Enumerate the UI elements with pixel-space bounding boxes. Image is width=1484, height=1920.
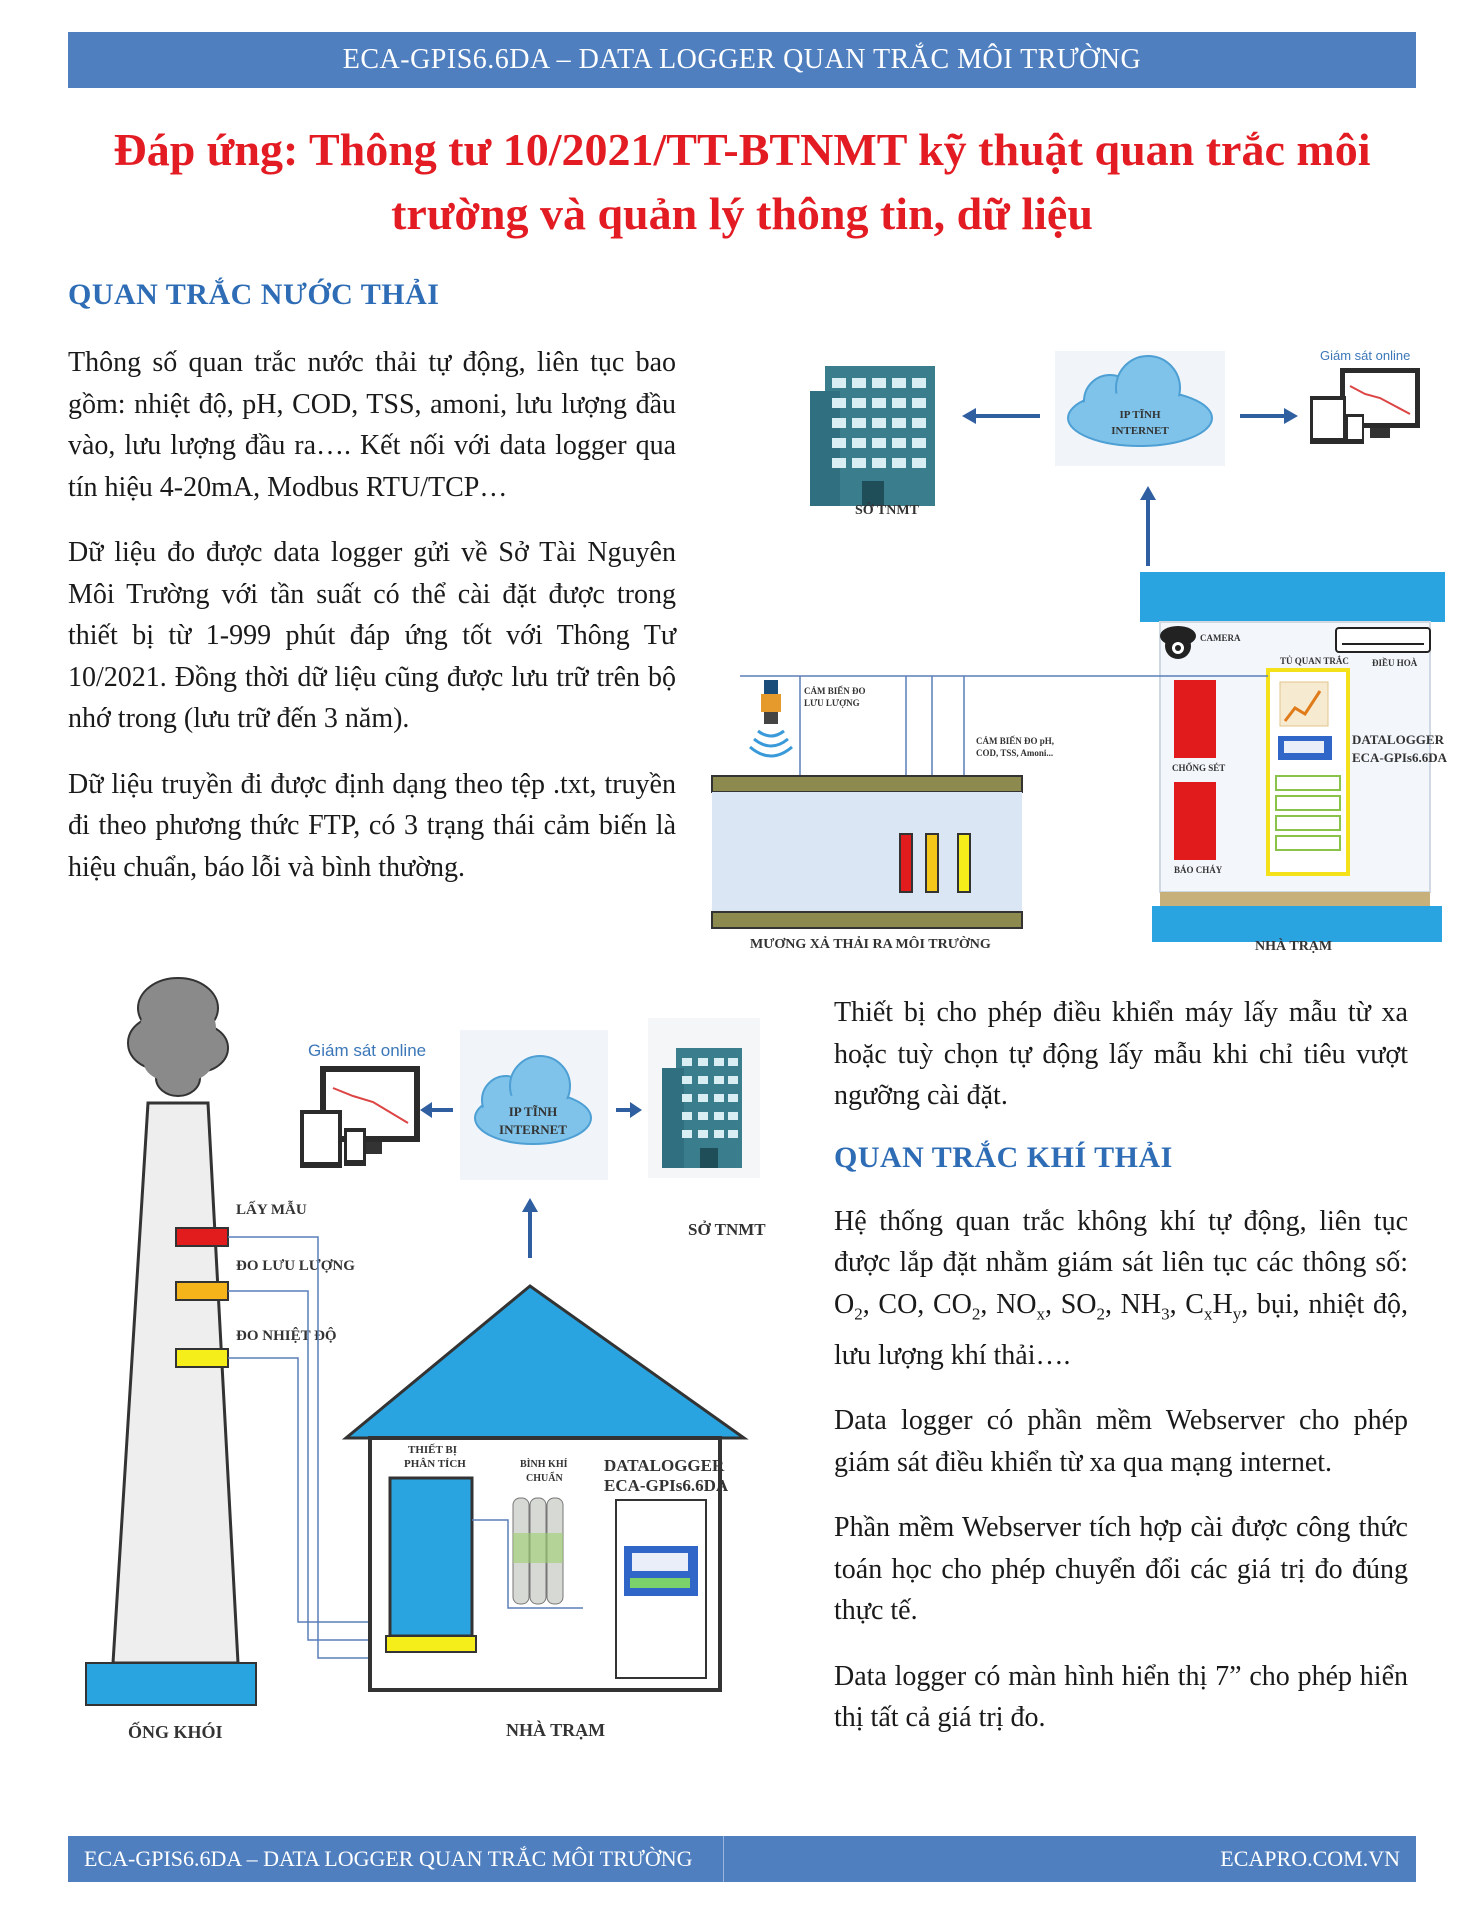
page-title bbox=[60, 118, 1424, 246]
diagram2-temp-label: ĐO NHIỆT ĐỘ bbox=[236, 1328, 337, 1344]
diagram1-fire-label: BÁO CHÁY bbox=[1174, 865, 1223, 875]
screen-paragraph: Data logger có màn hình hiển thị 7” cho phép hiển thị tất cả giá trị đo. bbox=[834, 1660, 1408, 1734]
footer-website-link[interactable]: ECAPRO.COM.VN bbox=[1220, 1846, 1400, 1871]
footer-bar bbox=[68, 1836, 1416, 1882]
diagram2-cloud-line2: INTERNET bbox=[499, 1122, 567, 1137]
wastewater-diagram bbox=[700, 336, 1460, 968]
diagram1-aircon-label: ĐIỀU HOÀ bbox=[1372, 658, 1418, 668]
diagram2-datalogger-line1: DATALOGGER bbox=[604, 1456, 725, 1475]
header-bar bbox=[68, 32, 1416, 88]
diagram2-chimney-label: ỐNG KHÓI bbox=[128, 1722, 223, 1742]
chimney-icon bbox=[86, 1103, 256, 1705]
diagram2-so-tnmt-label: SỞ TNMT bbox=[688, 1220, 766, 1239]
wastewater-paragraph-3: Dữ liệu truyền đi được định dạng theo tệp .txt, truyền đi theo phương thức FTP, có 3 trạng thái cảm biến là hiệu chuẩn, báo lỗi và bình thường. bbox=[68, 768, 676, 883]
page-title-line2: trường và quản lý thông tin, dữ liệu bbox=[391, 188, 1093, 239]
diagram2-sampling-label: LẤY MẪU bbox=[236, 1202, 307, 1218]
diagram1-cloud-line1: IP TĨNH bbox=[1119, 409, 1161, 421]
webserver-paragraph-2: Phần mềm Webserver tích hợp cài được công thức toán học cho phép chuyển đổi các giá trị đo đúng thực tế. bbox=[834, 1512, 1408, 1627]
wastewater-paragraph-1: Thông số quan trắc nước thải tự động, liên tục bao gồm: nhiệt độ, pH, COD, TSS, amoni, lưu lượng đầu vào, lưu lượng đầu ra…. Kết nối với data logger qua tín hiệu 4-20mA, Modbus RTU/TCP… bbox=[68, 347, 676, 503]
diagram1-datalogger-line1: DATALOGGER bbox=[1352, 732, 1444, 747]
diagram2-cloud-line1: IP TĨNH bbox=[508, 1104, 558, 1119]
footer-title: ECA-GPIS6.6DA – DATA LOGGER QUAN TRẮC MÔI TRƯỜNG bbox=[84, 1846, 693, 1871]
footer-left bbox=[84, 1836, 724, 1882]
flow-sensor-icon bbox=[750, 680, 792, 756]
diagram1-so-tnmt-label: SỞ TNMT bbox=[855, 503, 919, 518]
diagram1-sensor-line1: CẢM BIẾN ĐO pH, bbox=[976, 736, 1055, 746]
diagram2-flow-label: ĐO LƯU LƯỢNG bbox=[236, 1258, 355, 1274]
diagram2-monitor-label: Giám sát online bbox=[308, 1041, 427, 1060]
diagram1-camera-label: CAMERA bbox=[1200, 633, 1241, 643]
wastewater-paragraph-2: Dữ liệu đo được data logger gửi về Sở Tài Nguyên Môi Trường với tần suất có thể cài đặt được trong thiết bị từ 1-999 phút đáp ứng tốt với Thông Tư 10/2021. Đồng thời dữ liệu cũng được lưu trữ trên bộ nhớ trong (lưu trữ đến 3 năm). bbox=[68, 537, 676, 734]
diagram1-cabinet-label: TỦ QUAN TRẮC bbox=[1280, 656, 1349, 666]
diagram1-sensor-line2: COD, TSS, Amoni... bbox=[976, 748, 1054, 758]
diagram1-flow-sensor-line1: CẢM BIẾN ĐO bbox=[804, 686, 866, 696]
header-title: ECA-GPIS6.6DA – DATA LOGGER QUAN TRẮC MÔI TRƯỜNG bbox=[342, 44, 1142, 75]
diagram2-gas-line2: CHUẨN bbox=[526, 1473, 563, 1484]
aircon-icon bbox=[1336, 628, 1430, 652]
diagram1-canal-label: MƯƠNG XẢ THẢI RA MÔI TRƯỜNG bbox=[750, 937, 991, 952]
diagram2-gas-line1: BÌNH KHÍ bbox=[520, 1459, 568, 1470]
right-column bbox=[834, 992, 1408, 1763]
diagram2-station-label: NHÀ TRẠM bbox=[506, 1720, 606, 1740]
monitor-icon bbox=[1310, 368, 1420, 444]
smoke-icon bbox=[128, 978, 228, 1096]
diagram2-analyzer-line1: THIẾT BỊ bbox=[408, 1444, 458, 1456]
wastewater-text bbox=[68, 342, 676, 912]
diagram2-analyzer-line2: PHÂN TÍCH bbox=[404, 1458, 466, 1470]
diagram1-cloud-line2: INTERNET bbox=[1111, 425, 1169, 437]
emission-heading: QUAN TRẮC KHÍ THẢI bbox=[834, 1140, 1173, 1174]
diagram1-lightning-label: CHỐNG SÉT bbox=[1172, 763, 1226, 773]
diagram1-monitor-label: Giám sát online bbox=[1320, 348, 1411, 363]
building-icon bbox=[810, 366, 935, 506]
diagram1-flow-sensor-line2: LƯU LƯỢNG bbox=[804, 698, 860, 708]
diagram2-datalogger-line2: ECA-GPIs6.6DA bbox=[604, 1476, 729, 1495]
monitor-icon bbox=[300, 1066, 420, 1168]
diagram1-datalogger-line2: ECA-GPIs6.6DA bbox=[1352, 750, 1447, 765]
page-title-line1: Đáp ứng: Thông tư 10/2021/TT-BTNMT kỹ thuật quan trắc môi bbox=[113, 124, 1371, 175]
gas-cylinder-icon bbox=[513, 1498, 563, 1604]
sampler-paragraph: Thiết bị cho phép điều khiển máy lấy mẫu từ xa hoặc tuỳ chọn tự động lấy mẫu khi chỉ tiêu vượt ngưỡng cài đặt. bbox=[834, 997, 1408, 1111]
diagram1-station-label: NHÀ TRẠM bbox=[1255, 939, 1333, 954]
wastewater-heading: QUAN TRẮC NƯỚC THẢI bbox=[68, 278, 440, 311]
webserver-paragraph-1: Data logger có phần mềm Webserver cho phép giám sát điều khiển từ xa qua mạng internet. bbox=[834, 1405, 1408, 1478]
emission-paragraph: Hệ thống quan trắc không khí tự động, liên tục được lắp đặt nhằm giám sát liên tục các thông số: $O_2$, CO, $CO_2$, $NO_x$, $SO_2$, $NH_3$, $C_xH_y$, bụi, nhiệt độ, lưu lượng khí thải…. bbox=[834, 1205, 1408, 1371]
emission-diagram bbox=[68, 968, 768, 1748]
